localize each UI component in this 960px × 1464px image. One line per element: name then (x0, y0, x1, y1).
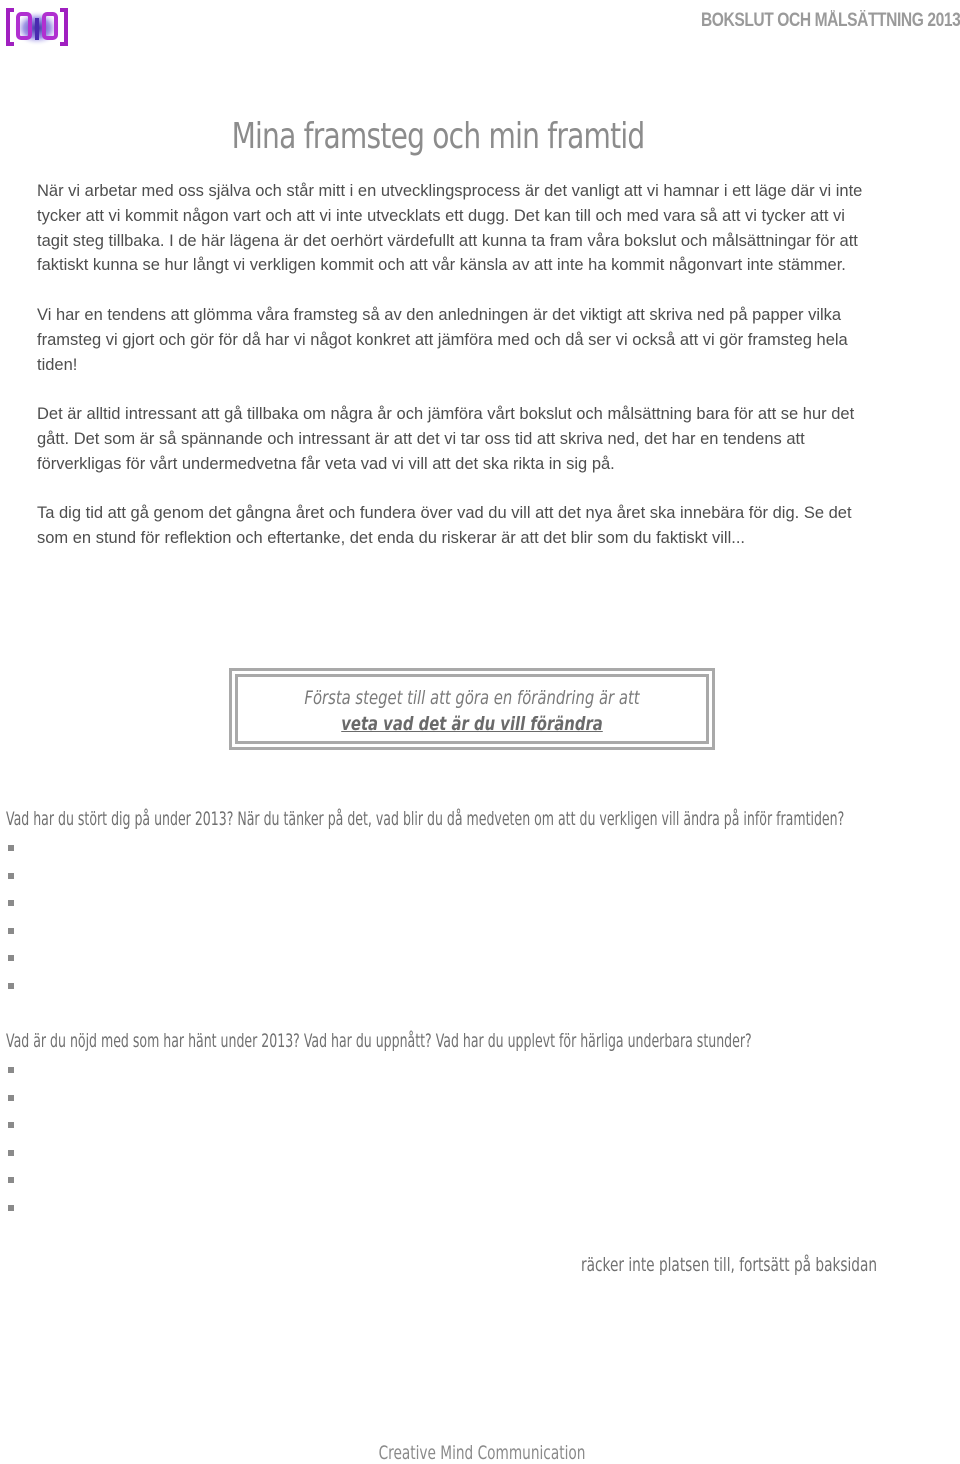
quote-line-1: Första steget till att göra en förändring är att (304, 687, 640, 709)
paragraph: När vi arbetar med oss själva och står mitt i en utvecklingsprocess är det vanligt att vi hamnar i ett läge där vi inte tycker att vi kommit någon vart och att vi inte utvecklats ett dugg. Det kan till och med vara så att vi tycker att vi tagit steg tillbaka. I de här lägena är det oerhört värdefullt att kunna ta fram våra bokslut och målsättningar för att faktiskt kunna se hur långt vi verkligen kommit och att vår känsla av att inte ha kommit någonvart inte stämmer. (37, 182, 863, 275)
question-1: Vad har du stört dig på under 2013? När du tänker på det, vad blir du då medveten om att du verkligen vill ändra på inför framtiden? (6, 808, 845, 830)
paragraph: Vi har en tendens att glömma våra framsteg så av den anledningen är det viktigt att skriva ned på papper vilka framsteg vi gjort och gör för då har vi något konkret att jämföra med och då ser vi också att vi gör framsteg hela tiden! (37, 305, 848, 374)
header-title: BOKSLUT OCH MÅLSÄTTNING 2013 (700, 10, 960, 31)
paragraph: Ta dig tid att gå genom det gångna året och fundera över vad du vill att det nya året ska innebära för dig. Se det som en stund för reflektion och eftertanke, det enda du riskerar är att det blir som du faktiskt vill... (37, 504, 852, 548)
quote-inner-frame (235, 674, 709, 744)
paragraph: Det är alltid intressant att gå tillbaka om några år och jämföra vårt bokslut och målsättning bara för att se hur det gått. Det som är så spännande och intressant är att det vi tar oss tid att skriva ned, det har en tendens att förverkligas för vårt undermedvetna får veta vad vi vill att det ska rikta in sig på. (37, 405, 855, 473)
body-text (37, 179, 867, 576)
logo (4, 4, 70, 48)
quote-line-2: veta vad det är du vill förändra (341, 713, 603, 735)
footer: Creative Mind Communication (378, 1442, 586, 1464)
page-title: Mina framsteg och min framtid (231, 116, 645, 158)
quote-box (229, 668, 715, 750)
continue-note: räcker inte platsen till, fortsätt på baksidan (581, 1254, 878, 1276)
question-2: Vad är du nöjd med som har hänt under 2013? Vad har du uppnått? Vad har du upplevt för härliga underbara stunder? (6, 1030, 752, 1052)
